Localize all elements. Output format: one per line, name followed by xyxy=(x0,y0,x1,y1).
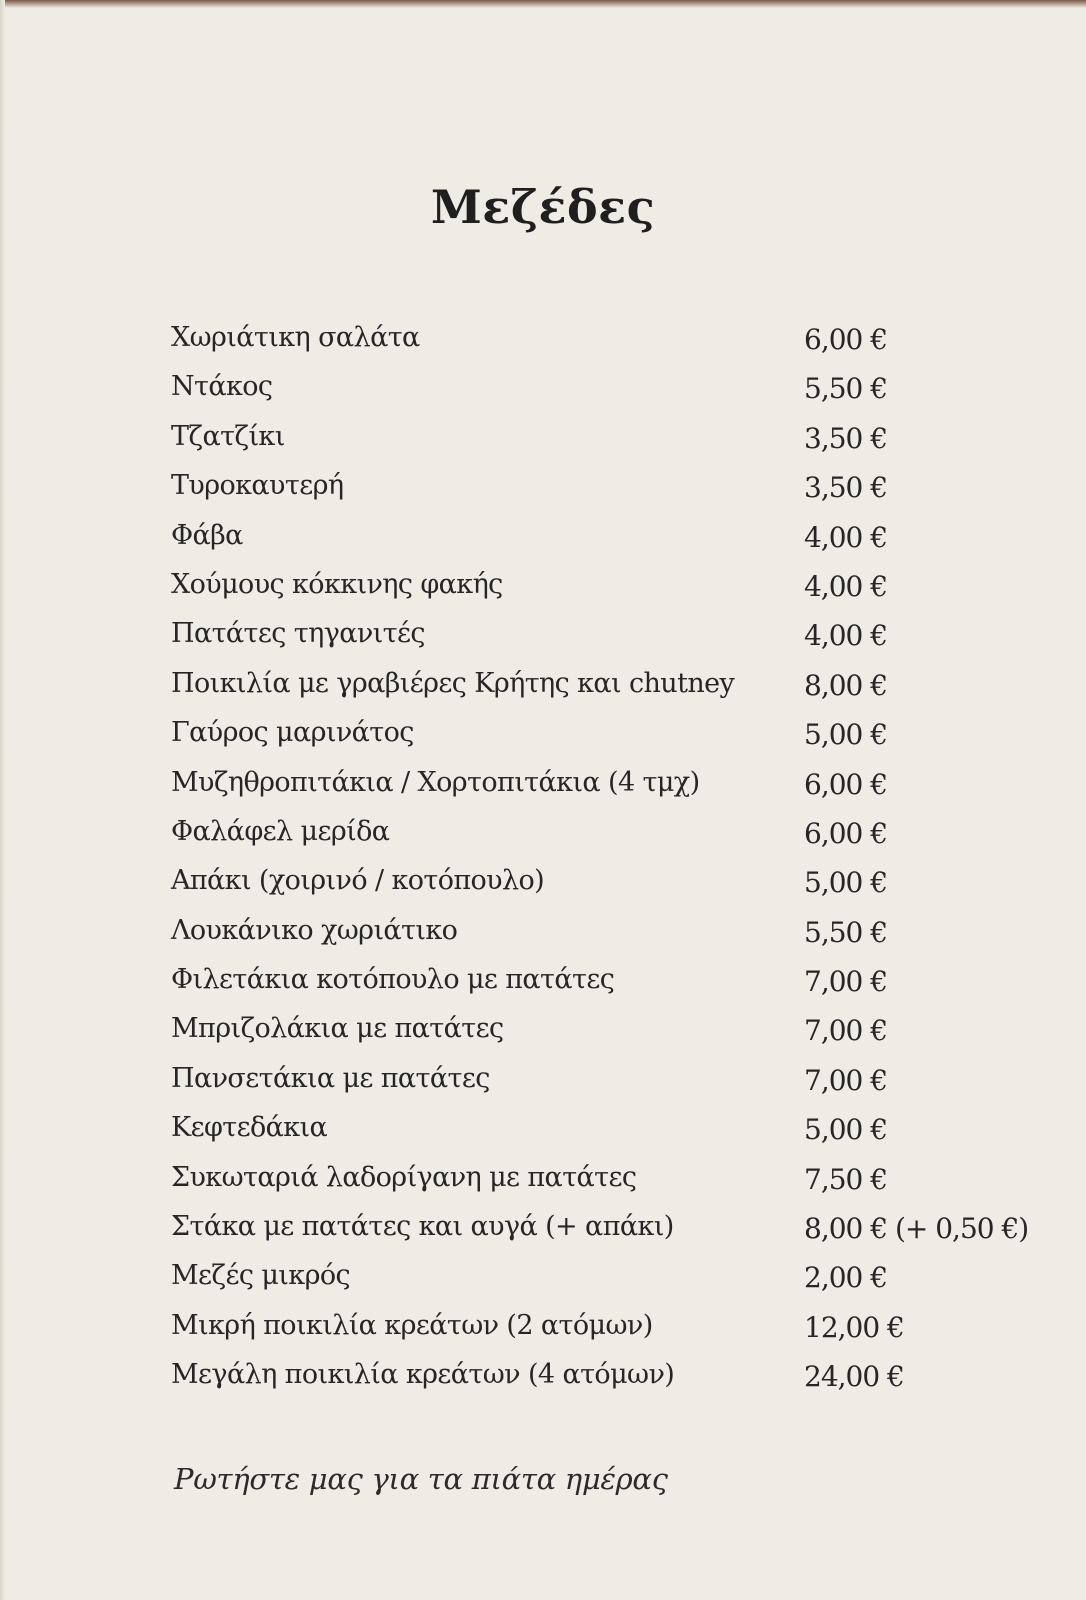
menu-item xyxy=(171,516,1051,565)
menu-item-price: 6,00 € xyxy=(804,767,888,801)
menu-item xyxy=(171,367,1051,416)
menu-item xyxy=(171,1256,1051,1305)
menu-item xyxy=(171,1059,1051,1108)
menu-item-name: Χούμους κόκκινης φακής xyxy=(171,568,503,600)
menu-item-name: Μυζηθροπιτάκια / Χορτοπιτάκια (4 τμχ) xyxy=(171,766,700,798)
menu-item-price: 7,50 € xyxy=(804,1162,888,1196)
menu-item-name: Ντάκος xyxy=(171,371,273,403)
menu-item-name: Τυροκαυτερή xyxy=(171,470,344,502)
menu-item-price: 5,00 € xyxy=(804,718,888,752)
menu-item xyxy=(171,1009,1051,1058)
menu-item-name: Μεγάλη ποικιλία κρεάτων (4 ατόμων) xyxy=(171,1359,675,1391)
menu-item-price: 4,00 € xyxy=(804,569,888,603)
menu-item xyxy=(171,1207,1051,1256)
menu-item-price: 24,00 € xyxy=(804,1360,904,1394)
menu-item xyxy=(171,713,1051,762)
menu-item xyxy=(171,318,1051,367)
menu-item xyxy=(171,417,1051,466)
menu-item-name: Απάκι (χοιρινό / κοτόπουλο) xyxy=(171,865,545,897)
menu-item xyxy=(171,1158,1051,1207)
menu-item-price: 5,50 € xyxy=(804,372,888,406)
menu-item xyxy=(171,565,1051,614)
menu-item xyxy=(171,861,1051,910)
menu-item-name: Φιλετάκια κοτόπουλο με πατάτες xyxy=(171,964,615,996)
menu-item-name: Φάβα xyxy=(171,519,243,551)
menu-item-name: Λουκάνικο χωριάτικο xyxy=(171,914,458,946)
menu-item-name: Χωριάτικη σαλάτα xyxy=(171,322,420,353)
menu-item xyxy=(171,763,1051,812)
menu-item-price: 7,00 € xyxy=(804,1014,888,1048)
menu-item-name: Συκωταριά λαδορίγανη με πατάτες xyxy=(171,1161,637,1193)
menu-item-price: 4,00 € xyxy=(804,619,888,653)
menu-item xyxy=(171,1306,1051,1355)
menu-item xyxy=(171,1355,1051,1404)
menu-item-price: 6,00 € xyxy=(804,323,888,356)
menu-item-name: Γαύρος μαρινάτος xyxy=(171,717,414,749)
menu-item-price: 3,50 € xyxy=(804,421,888,455)
menu-item-price: 5,00 € xyxy=(804,866,888,900)
menu-item-price: 12,00 € xyxy=(804,1310,904,1344)
menu-item-price: 6,00 € xyxy=(804,816,888,850)
menu-item-name: Ποικιλία με γραβιέρες Κρήτης και chutney xyxy=(171,667,735,699)
menu-item xyxy=(171,812,1051,861)
menu-item-name: Μπριζολάκια με πατάτες xyxy=(171,1013,504,1045)
menu-item-name: Φαλάφελ μερίδα xyxy=(171,815,390,847)
menu-item xyxy=(171,1108,1051,1157)
menu-item-price: 3,50 € xyxy=(804,471,888,505)
menu-item-price: 8,00 € (+ 0,50 €) xyxy=(804,1212,1029,1246)
menu-item xyxy=(171,466,1051,515)
menu-item xyxy=(171,664,1051,713)
menu-item-name: Πανσετάκια με πατάτες xyxy=(171,1062,490,1094)
menu-item-price: 7,00 € xyxy=(804,965,888,999)
menu-item-price: 4,00 € xyxy=(804,520,888,554)
menu-item xyxy=(171,911,1051,960)
menu-item-price: 5,50 € xyxy=(804,915,888,949)
menu-item-price: 8,00 € xyxy=(804,668,888,702)
menu-item-price: 2,00 € xyxy=(804,1261,888,1295)
footer-note: Ρωτήστε μας για τα πιάτα ημέρας xyxy=(174,1462,668,1496)
menu-item-name: Μεζές μικρός xyxy=(171,1260,351,1292)
menu-item-name: Πατάτες τηγανιτές xyxy=(171,618,425,650)
menu-item-name: Στάκα με πατάτες και αυγά (+ απάκι) xyxy=(171,1211,674,1243)
menu-item-name: Κεφτεδάκια xyxy=(171,1112,328,1144)
menu-item-name: Μικρή ποικιλία κρεάτων (2 ατόμων) xyxy=(171,1309,653,1341)
menu-item-price: 7,00 € xyxy=(804,1063,888,1097)
menu-title: Μεζέδες xyxy=(430,180,656,234)
menu-list xyxy=(171,318,1051,1405)
menu-item xyxy=(171,960,1051,1009)
menu-item xyxy=(171,614,1051,663)
menu-item-name: Τζατζίκι xyxy=(171,420,285,452)
menu-item-price: 5,00 € xyxy=(804,1113,888,1147)
